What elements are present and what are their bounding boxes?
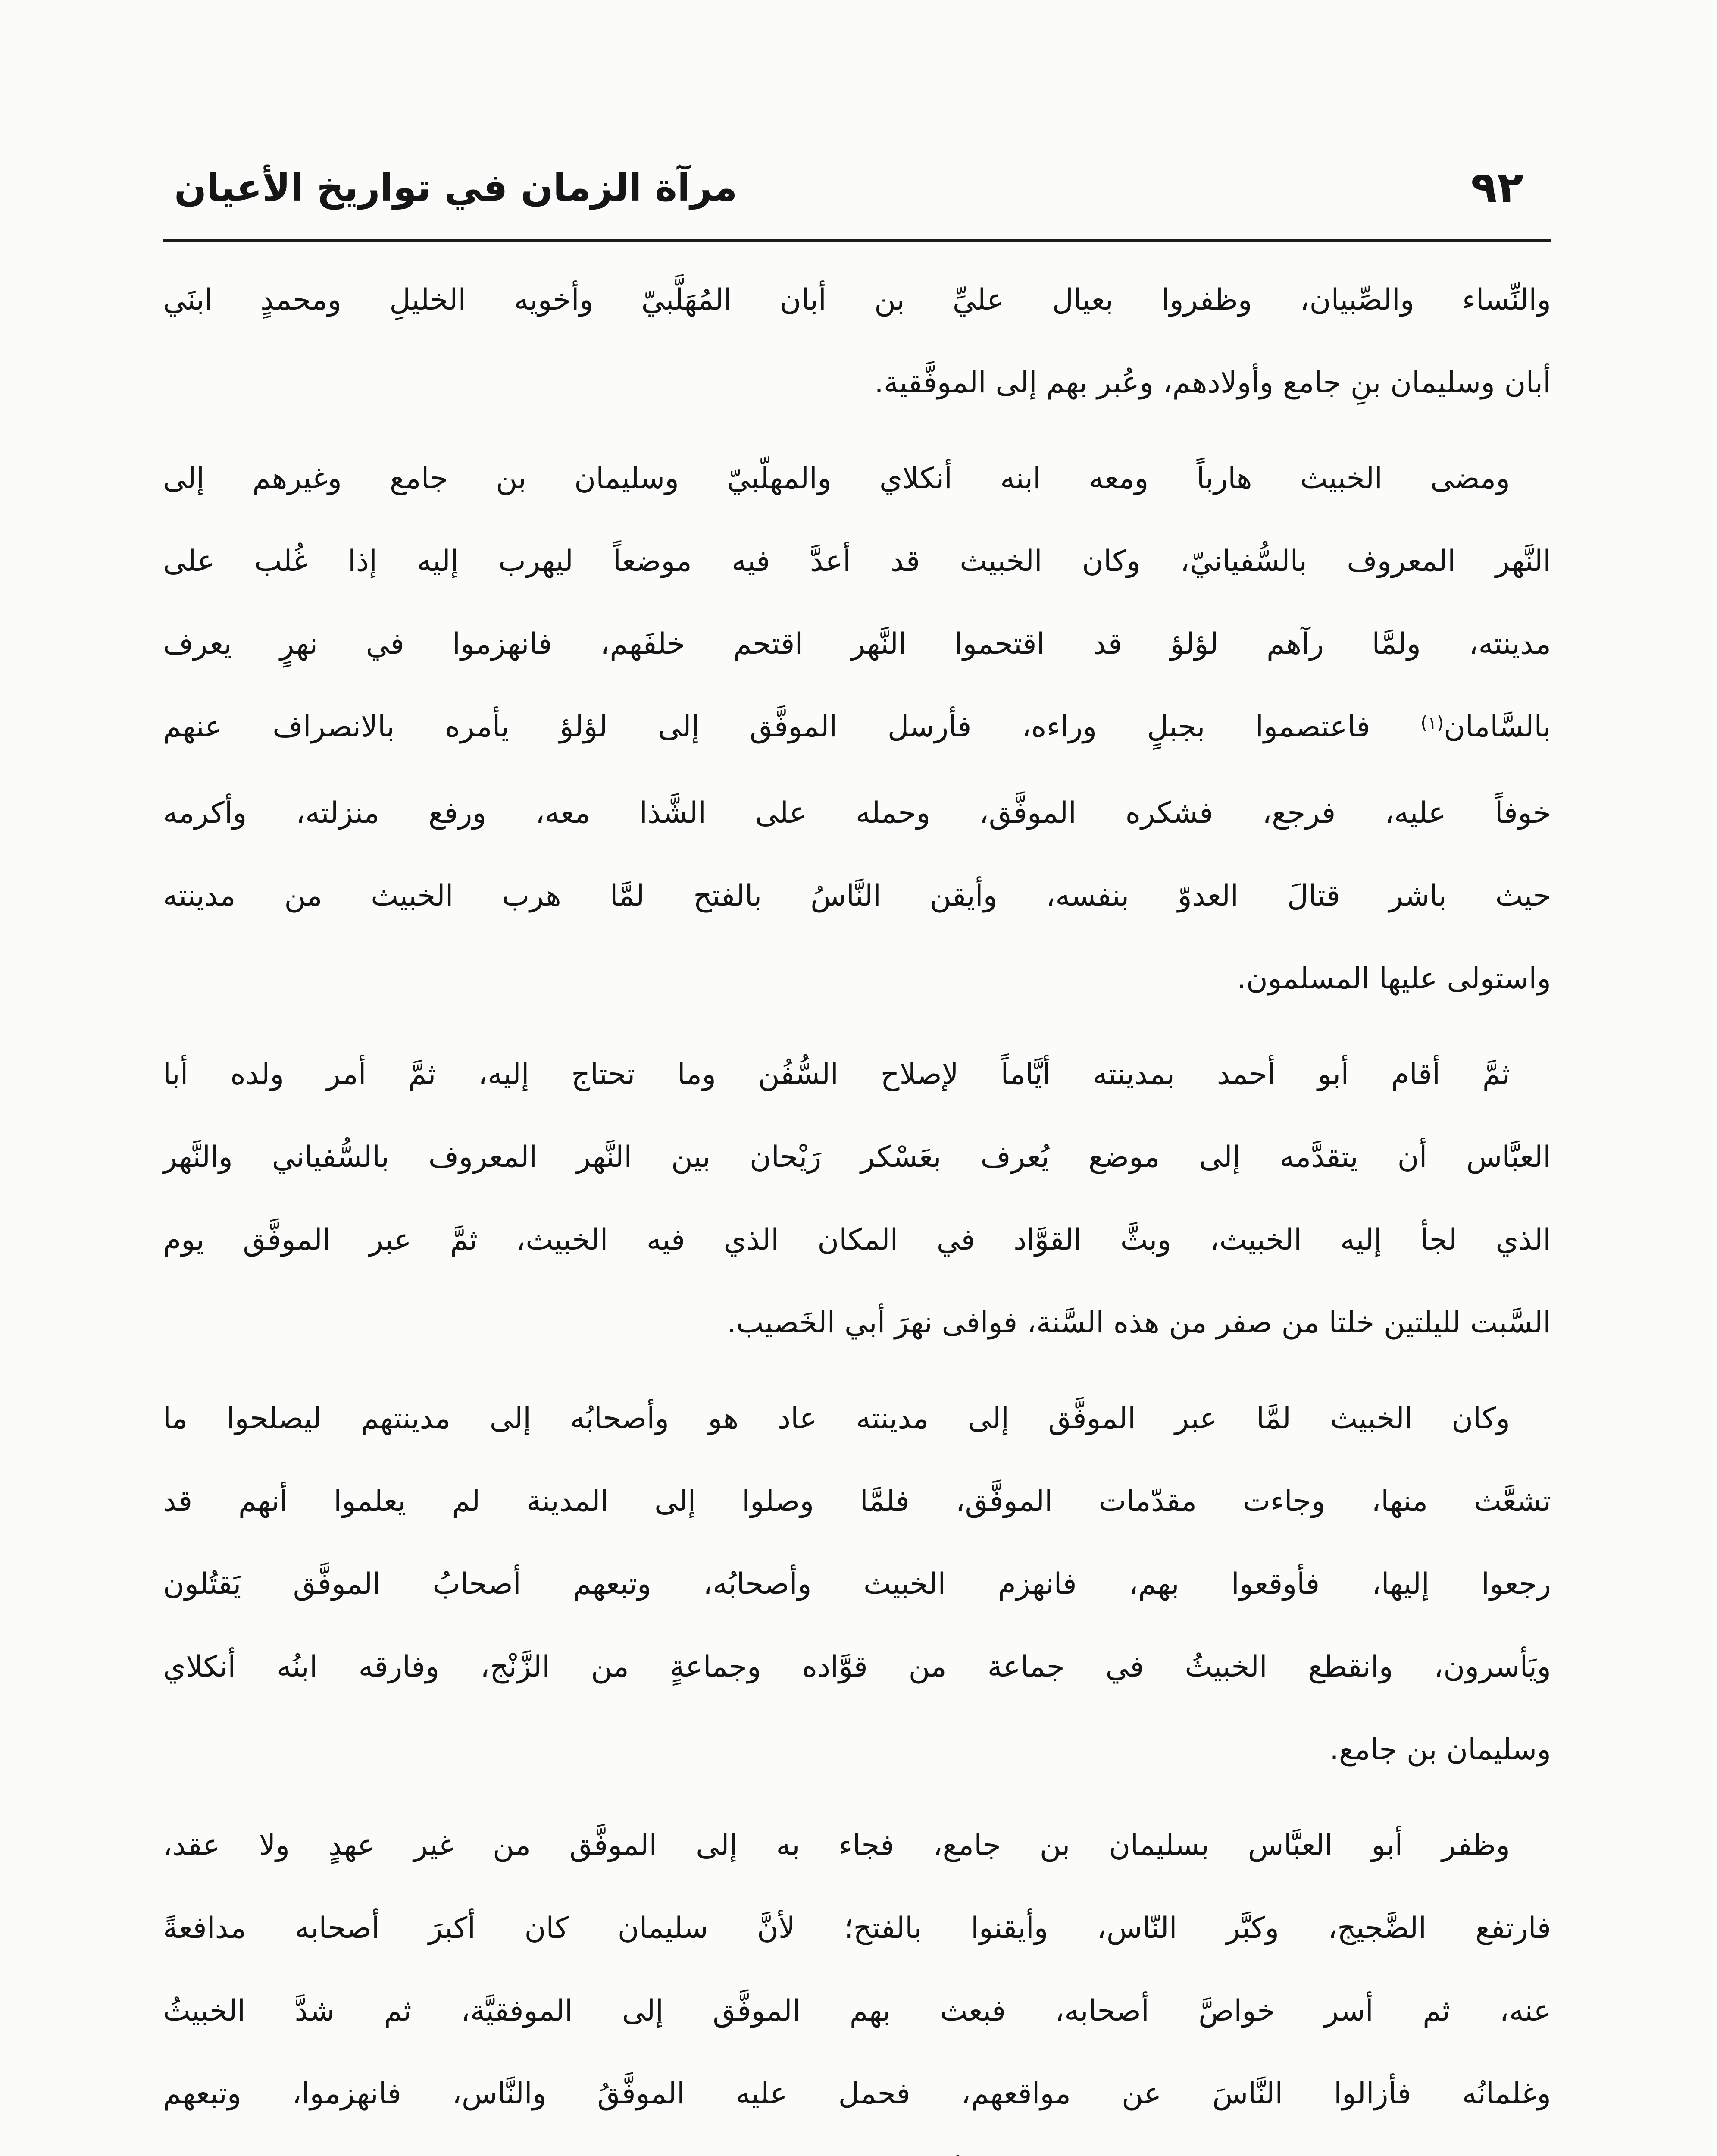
- text-line: أبان وسليمان بنِ جامع وأولادهم، وعُبر بهم إلى الموفَّقية.: [874, 366, 1551, 400]
- text-line: السَّبت لليلتين خلتا من صفر من هذه السَّنة، فوافى نهرَ أبي الخَصيب.: [727, 1306, 1551, 1340]
- text-line: رجعوا إليها، فأوقعوا بهم، فانهزم الخبيث وأصحابُه، وتبعهم أصحابُ الموفَّق يَقتُلون: [163, 1567, 1551, 1601]
- text-line: واستولى عليها المسلمون.: [1237, 962, 1551, 996]
- text-line: النَّهر المعروف بالسُّفيانيّ، وكان الخبيث قد أعدَّ فيه موضعاً ليهرب إليه إذا غُلب على: [163, 544, 1551, 578]
- text-line: حيث باشر قتالَ العدوّ بنفسه، وأيقن النَّاسُ بالفتح لمَّا هرب الخبيث من مدينته: [163, 879, 1551, 913]
- text-line: وغلمانُه فأزالوا النَّاسَ عن مواقعهم، فحمل عليه الموفَّقُ والنَّاس، فانهزموا، وتبعهم: [163, 2077, 1551, 2111]
- text-line: الذي لجأ إليه الخبيث، وبثَّ القوَّاد في المكان الذي فيه الخبيث، ثمَّ عبر الموفَّق يوم: [163, 1223, 1551, 1257]
- text-line: فارتفع الضَّجيج، وكبَّر النّاس، وأيقنوا بالفتح؛ لأنَّ سليمان كان أكبرَ أصحابه مدافعةً: [163, 1911, 1551, 1945]
- text-line: وظفر أبو العبَّاس بسليمان بن جامع، فجاء به إلى الموفَّق من غير عهدٍ ولا عقد،: [163, 1828, 1510, 1862]
- text-line: وكان الخبيث لمَّا عبر الموفَّق إلى مدينته عاد هو وأصحابُه إلى مدينتهم ليصلحوا ما: [163, 1401, 1510, 1435]
- running-head: [163, 147, 1551, 229]
- text-line: العبَّاس أن يتقدَّمه إلى موضع يُعرف بعَسْكر رَيْحان بين النَّهر المعروف بالسُّفياني والنَّهر: [163, 1140, 1551, 1174]
- page-number: ٩٢: [1470, 162, 1523, 213]
- text-segment: فاعتصموا بجبلٍ وراءه، فأرسل الموفَّق إلى لؤلؤ يأمره بالانصراف عنهم: [163, 710, 1370, 744]
- main-text: [163, 259, 1551, 2156]
- text-line: [163, 2135, 1551, 2156]
- paragraph: [163, 437, 1551, 1020]
- text-line: والنِّساء والصِّبيان، وظفروا بعيال عليِّ بن أبان المُهَلَّبيّ وأخويه الخليلِ ومحمدٍ ابنَي: [163, 283, 1551, 317]
- text-line: خوفاً عليه، فرجع، فشكره الموفَّق، وحمله على الشَّذا معه، ورفع منزلته، وأكرمه: [163, 796, 1551, 830]
- text-segment: بالسَّامان: [1444, 710, 1551, 744]
- paragraph: [163, 259, 1551, 424]
- text-line: ثمَّ أقام أبو أحمد بمدينته أيَّاماً لإصلاح السُّفُن وما تحتاج إليه، ثمَّ أمر ولده أبا: [163, 1057, 1510, 1091]
- text-line: [163, 686, 1551, 772]
- paragraph: [163, 1033, 1551, 1364]
- text-line: وسليمان بن جامع.: [1329, 1733, 1551, 1767]
- paragraph: [163, 1377, 1551, 1791]
- text-line: عنه، ثم أسر خواصَّ أصحابه، فبعث بهم الموفَّق إلى الموفقيَّة، ثم شدَّ الخبيثُ: [163, 1994, 1551, 2028]
- header-rule: [163, 239, 1551, 242]
- paragraph: [163, 1804, 1551, 2156]
- text-line: ومضى الخبيث هارباً ومعه ابنه أنكلاي والمهلّبيّ وسليمان بن جامع وغيرهم إلى: [163, 461, 1510, 495]
- book-title: مرآة الزمان في تواريخ الأعيان: [174, 165, 738, 210]
- text-line: مدينته، ولمَّا رآهم لؤلؤ قد اقتحموا النَّهر اقتحم خلفَهم، فانهزموا في نهرٍ يعرف: [163, 627, 1551, 661]
- text-line: تشعَّث منها، وجاءت مقدّمات الموفَّق، فلمَّا وصلوا إلى المدينة لم يعلموا أنهم قد: [163, 1484, 1551, 1518]
- text-line: ويَأسرون، وانقطع الخبيثُ في جماعة من قوَّاده وجماعةٍ من الزَّنْج، وفارقه ابنُه أنكلاي: [163, 1650, 1551, 1684]
- footnote-reference-marker: (١): [1420, 712, 1444, 733]
